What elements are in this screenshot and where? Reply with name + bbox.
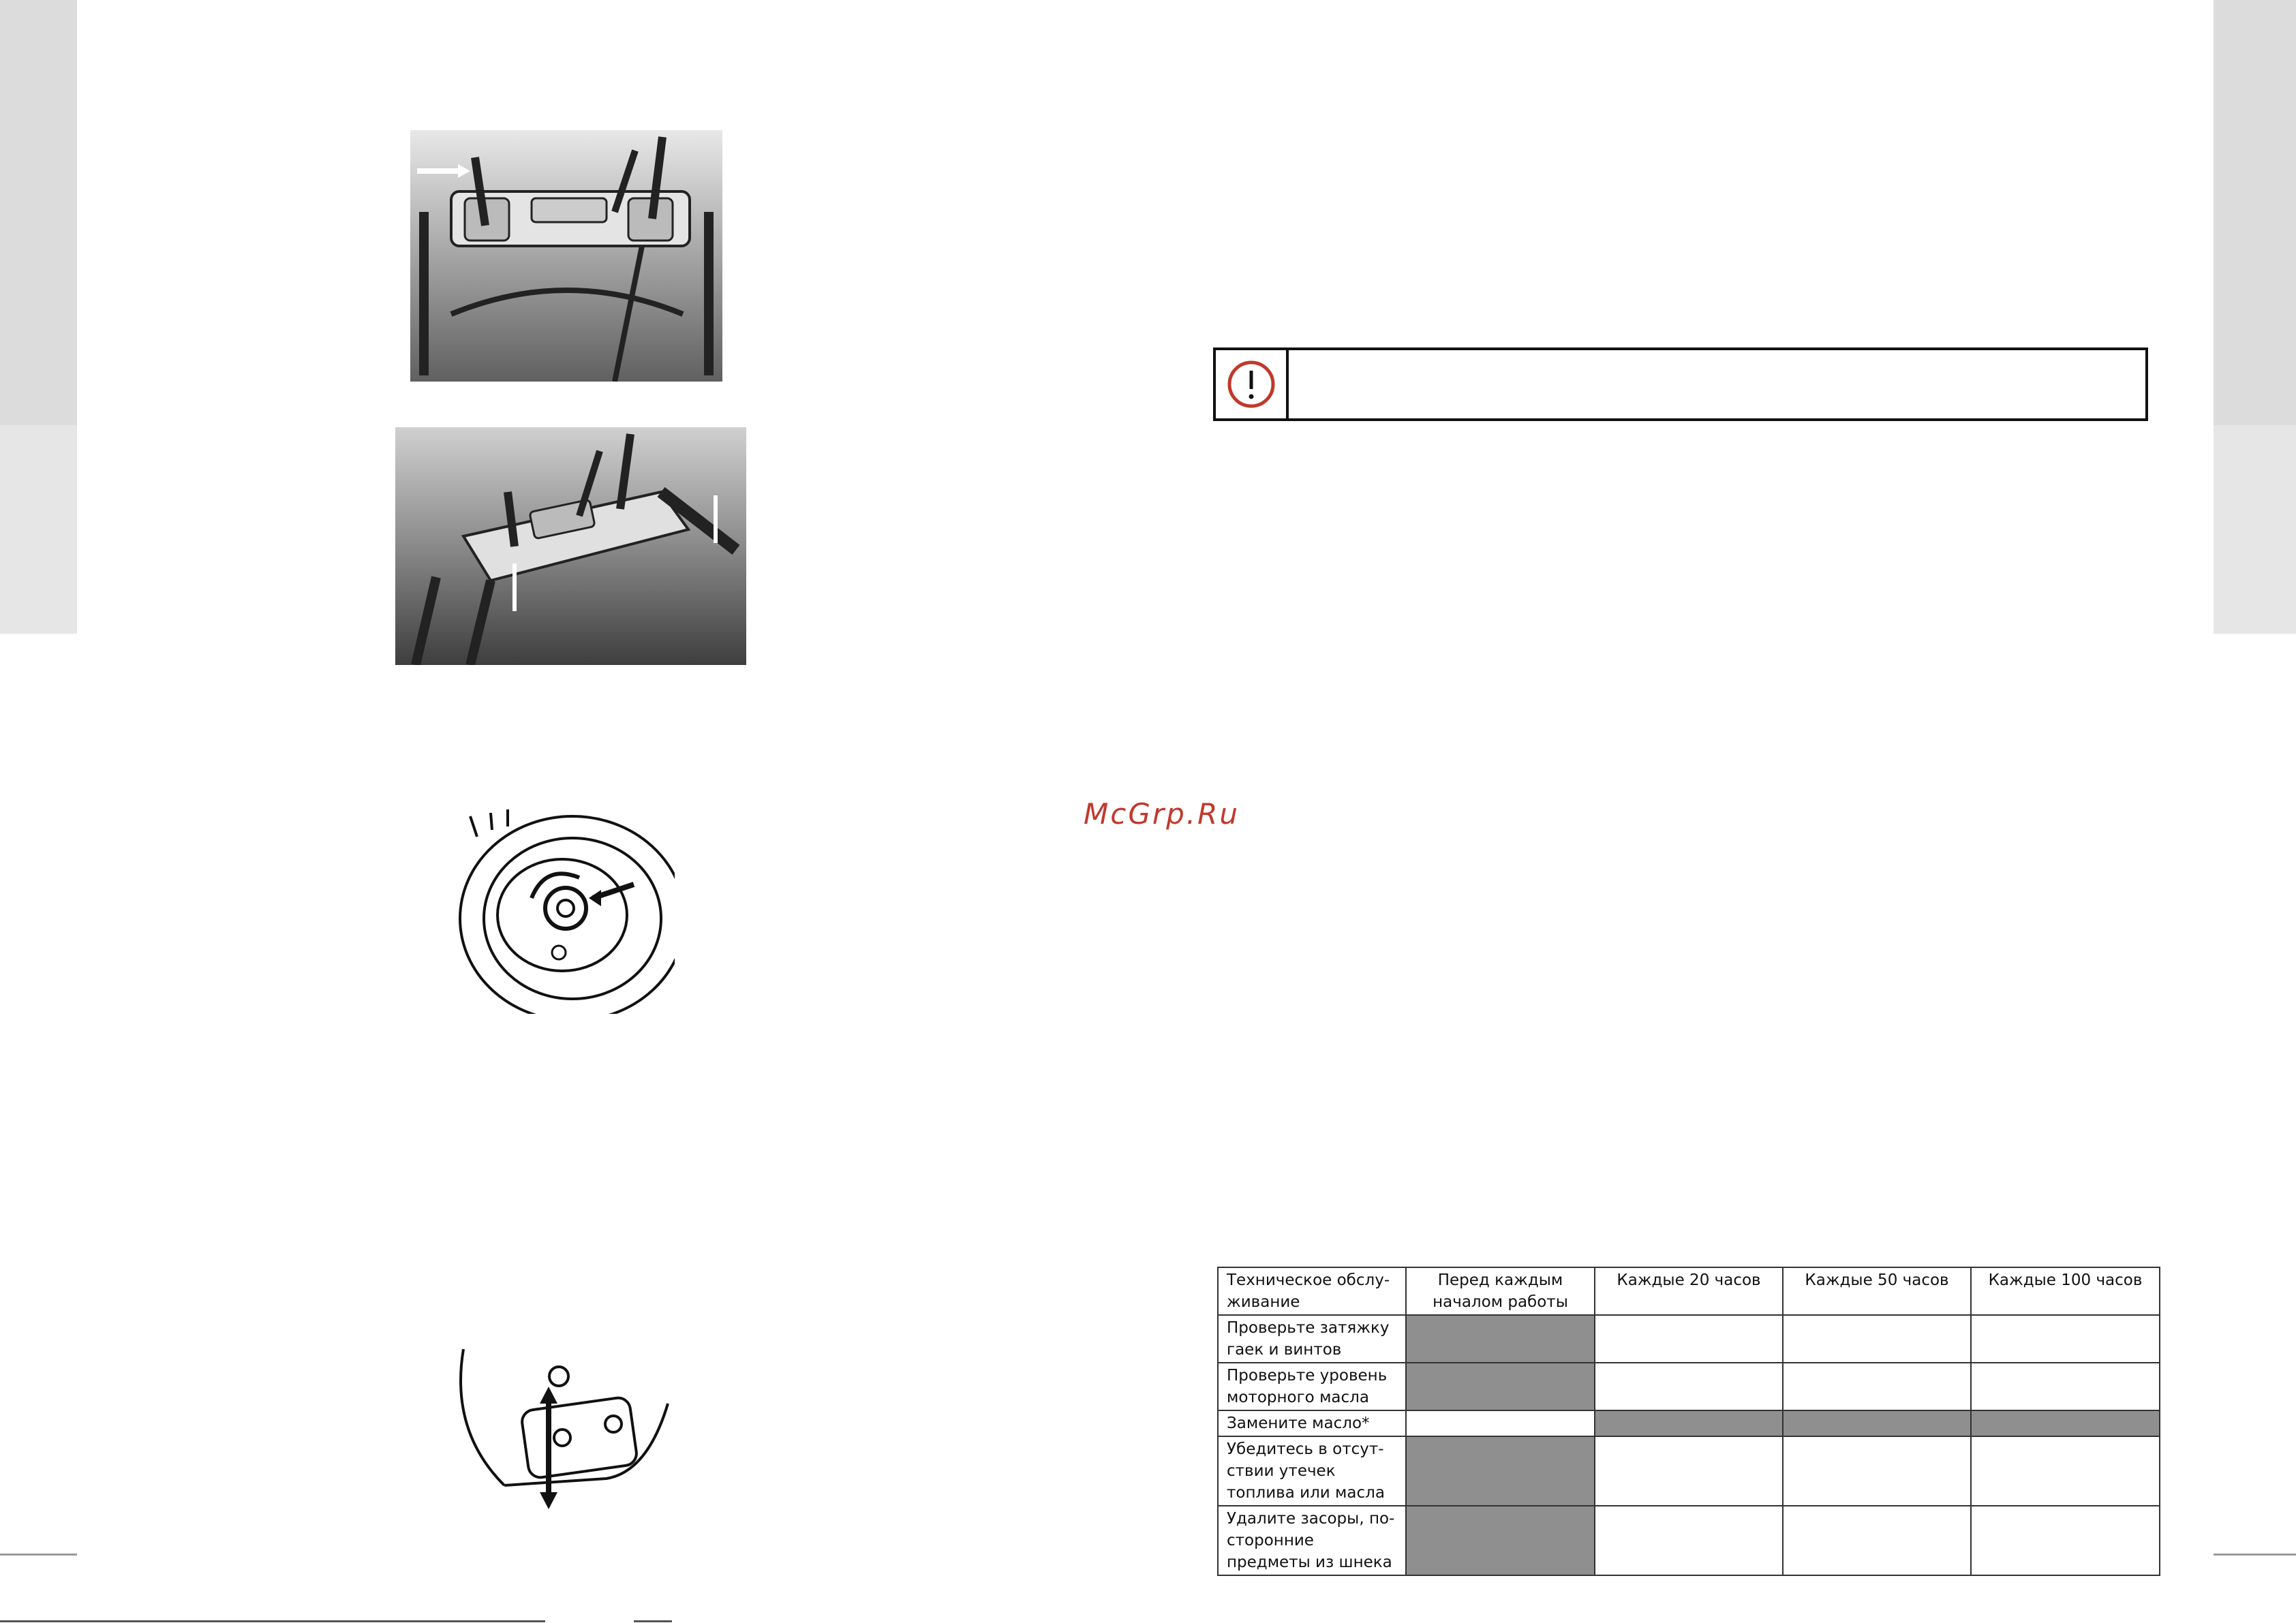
- column-header: Каждые 100 часов: [1971, 1267, 2160, 1315]
- schedule-cell-empty: [1971, 1363, 2160, 1410]
- skid-shoe-illustration: [450, 1349, 716, 1513]
- table-row: [1218, 1363, 2160, 1410]
- figure-skid-shoe: [450, 1349, 716, 1513]
- schedule-cell-empty: [1783, 1436, 1971, 1506]
- warning-text: [1289, 350, 2145, 418]
- page-bottom-line-left: [0, 1620, 545, 1622]
- schedule-cell-empty: [1971, 1315, 2160, 1363]
- task-label-cell: Убедитесь в отсут-ствии утечек топлива или масла: [1218, 1436, 1406, 1506]
- table-row: [1218, 1506, 2160, 1575]
- schedule-cell-empty: [1595, 1436, 1783, 1506]
- warning-icon-cell: [1216, 350, 1289, 418]
- right-page-tab-lower: [2214, 425, 2296, 634]
- exclamation-circle-icon: [1226, 359, 1276, 409]
- right-page-rule: [2214, 1554, 2296, 1556]
- schedule-cell-empty: [1783, 1506, 1971, 1575]
- schedule-cell-empty: [1406, 1410, 1595, 1436]
- wheel-hub-illustration: [443, 809, 675, 1014]
- right-page-tab-upper: [2214, 0, 2296, 425]
- task-label-cell: Проверьте уровень моторного масла: [1218, 1363, 1406, 1410]
- task-label-cell: Удалите засоры, по-сторонние предметы из шнека: [1218, 1506, 1406, 1575]
- watermark: McGrp.Ru: [1084, 797, 1240, 831]
- schedule-cell-marked: [1783, 1410, 1971, 1436]
- schedule-cell-empty: [1595, 1315, 1783, 1363]
- maintenance-table: [1217, 1267, 2160, 1576]
- control-panel-angled-illustration: [395, 427, 746, 665]
- schedule-cell-marked: [1406, 1363, 1595, 1410]
- control-panel-front-illustration: [410, 130, 722, 382]
- schedule-cell-empty: [1971, 1436, 2160, 1506]
- figure-control-panel-front: [410, 130, 722, 382]
- page-bottom-line-mid: [634, 1620, 672, 1622]
- schedule-cell-marked: [1971, 1410, 2160, 1436]
- figure-control-panel-angled: [395, 427, 746, 665]
- schedule-cell-empty: [1595, 1506, 1783, 1575]
- schedule-cell-empty: [1783, 1363, 1971, 1410]
- column-header: Техническое обслу-живание: [1218, 1267, 1406, 1315]
- schedule-cell-empty: [1971, 1506, 2160, 1575]
- figure-wheel-hub: [443, 809, 675, 1014]
- schedule-cell-empty: [1783, 1315, 1971, 1363]
- warning-box: [1213, 347, 2148, 421]
- schedule-cell-marked: [1406, 1315, 1595, 1363]
- schedule-cell-marked: [1406, 1436, 1595, 1506]
- task-label-cell: Проверьте затяжку гаек и винтов: [1218, 1315, 1406, 1363]
- task-label-cell: Замените масло*: [1218, 1410, 1406, 1436]
- schedule-cell-marked: [1595, 1410, 1783, 1436]
- column-header: Перед каждым началом работы: [1406, 1267, 1595, 1315]
- left-page-tab-upper: [0, 0, 77, 425]
- left-page-tab-lower: [0, 425, 77, 634]
- left-page-rule: [0, 1554, 77, 1556]
- schedule-cell-marked: [1406, 1506, 1595, 1575]
- table-row: [1218, 1436, 2160, 1506]
- table-row: [1218, 1315, 2160, 1363]
- table-header-row: [1218, 1267, 2160, 1315]
- column-header: Каждые 50 часов: [1783, 1267, 1971, 1315]
- schedule-cell-empty: [1595, 1363, 1783, 1410]
- table-row: [1218, 1410, 2160, 1436]
- column-header: Каждые 20 часов: [1595, 1267, 1783, 1315]
